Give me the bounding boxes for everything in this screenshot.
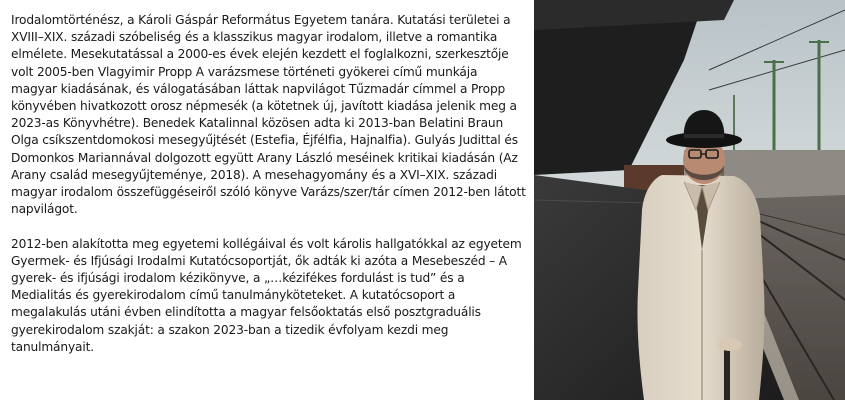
bio-paragraph-1: Irodalomtörténész, a Károli Gáspár Református Egyetem tanára. Kutatási területei a XVIII–XIX. századi szóbeliség és a klasszikus magyar irodalom, illetve a romantika elmélete. Mesekutatással a 2000-es évek elején kezdett el foglalkozni, szerkesztője volt 2005-ben Vlagyimir Propp A varázsmese történeti gyökerei című munkája magyar kiadásának, és válogatásában láttak napvilágot Tűzmadár címmel a Propp könyvében hivatkozott orosz népmesék (a kötetnek új, javított kiadása jelenik meg a 2023-as Könyvhétre). Benedek Katalinnal közösen adta ki 2013-ban Belatini Braun Olga csíkszentdomokosi mesegyűjtését (Estefia, Éjfélfia, Hajnalfia). Gulyás Judittal és Domonkos Mariannával dolgozott együtt Arany László meséinek kritikai kiadásán (Az Arany család mesegyűjteménye, 2018). A mesehagyomány és a XVI–XIX. századi magyar irodalom összefüggéseiről szóló könyve Varázs/szer/tár címen 2012-ben látott napvilágot. <box>11 13 526 217</box>
bio-text <box>11 12 526 356</box>
bio-paragraph-2: 2012-ben alakította meg egyetemi kollégáival és volt károlis hallgatókkal az egyetem Gyermek- és Ifjúsági Irodalmi Kutatócsoportját, ők adták ki azóta a Mesebeszéd – A gyerek- és ifjúsági irodalom kézikönyve, a „…kézifékes fordulást is tud” és a Medialitás és gyerekirodalom című tanulmányköteteket. A kutatócsoport a megalakulás utáni évben elindította a magyar felsőoktatás első posztgraduális gyerekirodalom szakját: a szakon 2023-ban a tizedik évfolyam kezdi meg tanulmányait. <box>11 236 522 354</box>
portrait-photo <box>534 0 845 400</box>
